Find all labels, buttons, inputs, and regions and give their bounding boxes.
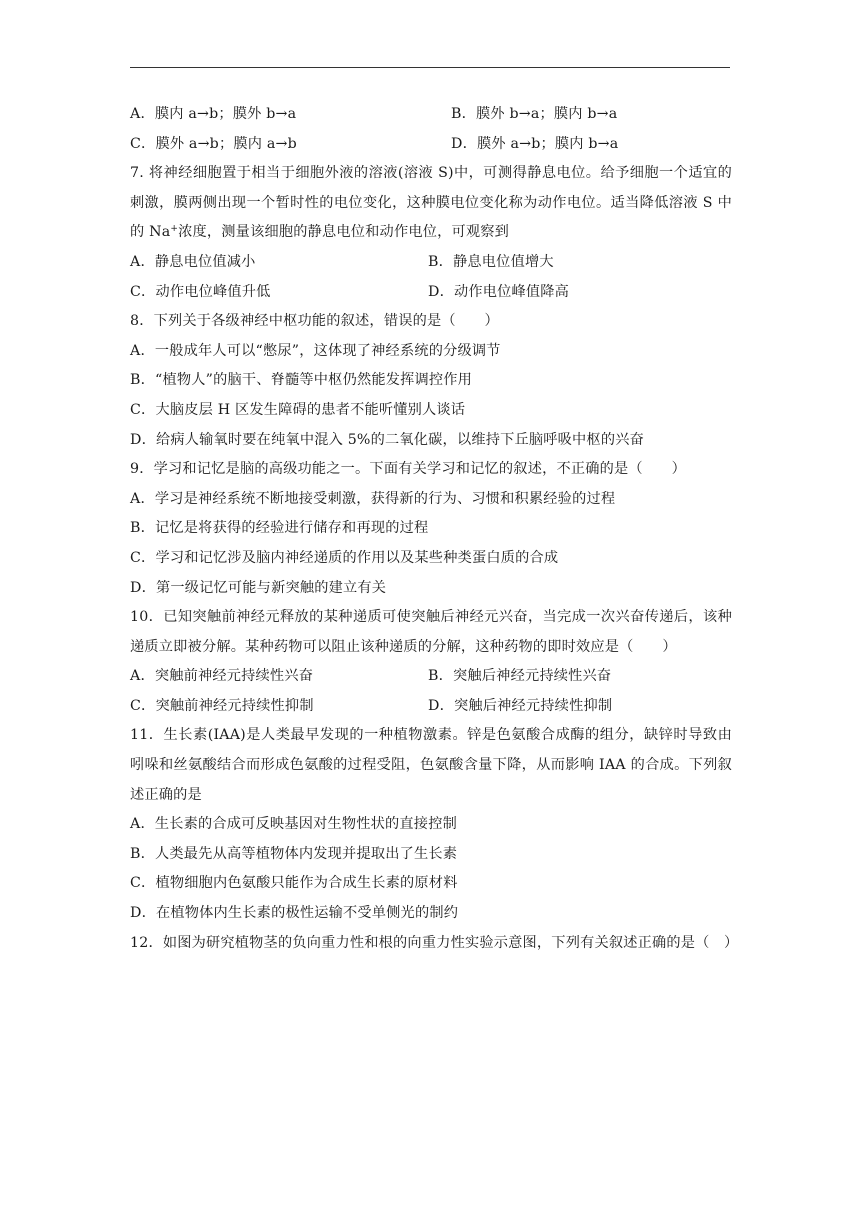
q9-option-b: B．记忆是将获得的经验进行储存和再现的过程	[130, 520, 429, 537]
q6-options-row-2	[130, 130, 732, 160]
q11-option-b: B．人类最先从高等植物体内发现并提取出了生长素	[130, 845, 458, 862]
q9-option-c: C．学习和记忆涉及脑内神经递质的作用以及某些种类蛋白质的合成	[130, 549, 559, 566]
q6-option-a: A．膜内 a→b；膜外 b→a	[130, 106, 297, 122]
q9-stem: 9．学习和记忆是脑的高级功能之一。下面有关学习和记忆的叙述，不正确的是（ ）	[130, 461, 686, 478]
q8-option-c: C．大脑皮层 H 区发生障碍的患者不能听懂别人谈话	[130, 401, 466, 418]
q6-option-c: C．膜外 a→b；膜内 a→b	[130, 135, 297, 152]
q12-stem: 12．如图为研究植物茎的负向重力性和根的向重力性实验示意图，下列有关叙述正确的是（ ）	[130, 934, 739, 951]
q8-stem: 8．下列关于各级神经中枢功能的叙述，错误的是（ ）	[130, 313, 499, 330]
q7-stem: 7. 将神经细胞置于相当于细胞外液的溶液(溶液 S)中，可测得静息电位。给予细胞一个适宜的刺激，膜两侧出现一个暂时性的电位变化，这种膜电位变化称为动作电位。适当降低溶液 S 中的 Na+浓度，测量该细胞的静息电位和动作电位，可观察到	[130, 165, 732, 241]
q11-option-a: A．生长素的合成可反映基因对生物性状的直接控制	[130, 816, 457, 833]
q10-options-row-2	[130, 692, 732, 722]
q9-option-a: A．学习是神经系统不断地接受刺激，获得新的行为、习惯和积累经验的过程	[130, 490, 616, 507]
q6-option-b: B．膜外 b→a；膜内 b→a	[451, 106, 618, 122]
q7-option-a: A．静息电位值减小	[130, 253, 256, 270]
q10-option-d: D．突触后神经元持续性抑制	[428, 697, 613, 714]
q10-option-a: A．突触前神经元持续性兴奋	[130, 668, 314, 685]
q11-stem: 11．生长素(IAA)是人类最早发现的一种植物激素。锌是色氨酸合成酶的组分，缺锌时导致由吲哚和丝氨酸结合而形成色氨酸的过程受阻，色氨酸含量下降，从而影响 IAA 的合成。下列叙述正确的是	[130, 727, 732, 803]
q10-option-c: C．突触前神经元持续性抑制	[130, 697, 314, 714]
q10-stem: 10．已知突触前神经元释放的某种递质可使突触后神经元兴奋，当完成一次兴奋传递后，该种递质立即被分解。某种药物可以阻止该种递质的分解，这种药物的即时效应是（ ）	[130, 609, 732, 655]
q10-option-b: B．突触后神经元持续性兴奋	[428, 668, 612, 685]
q6-options-row-1	[130, 100, 732, 130]
q7-options-row-2	[130, 278, 732, 308]
q8-option-a: A．一般成年人可以“憋尿”，这体现了神经系统的分级调节	[130, 342, 501, 359]
q8-option-d: D．给病人输氧时要在纯氧中混入 5%的二氧化碳，以维持下丘脑呼吸中枢的兴奋	[130, 431, 644, 448]
q7-option-d: D．动作电位峰值降高	[428, 283, 570, 300]
q8-option-b: B．“植物人”的脑干、脊髓等中枢仍然能发挥调控作用	[130, 372, 473, 389]
q7-options-row-1	[130, 248, 732, 278]
q7-option-b: B．静息电位值增大	[428, 253, 554, 270]
question-content	[130, 100, 739, 958]
q6-option-d: D．膜外 a→b；膜内 b→a	[451, 135, 619, 152]
q10-options-row-1	[130, 662, 732, 692]
q11-option-c: C．植物细胞内色氨酸只能作为合成生长素的原材料	[130, 875, 458, 892]
q7-option-c: C．动作电位峰值升低	[130, 283, 271, 300]
header-rule	[130, 67, 730, 68]
q11-option-d: D．在植物体内生长素的极性运输不受单侧光的制约	[130, 905, 459, 922]
q9-option-d: D．第一级记忆可能与新突触的建立有关	[130, 579, 387, 596]
